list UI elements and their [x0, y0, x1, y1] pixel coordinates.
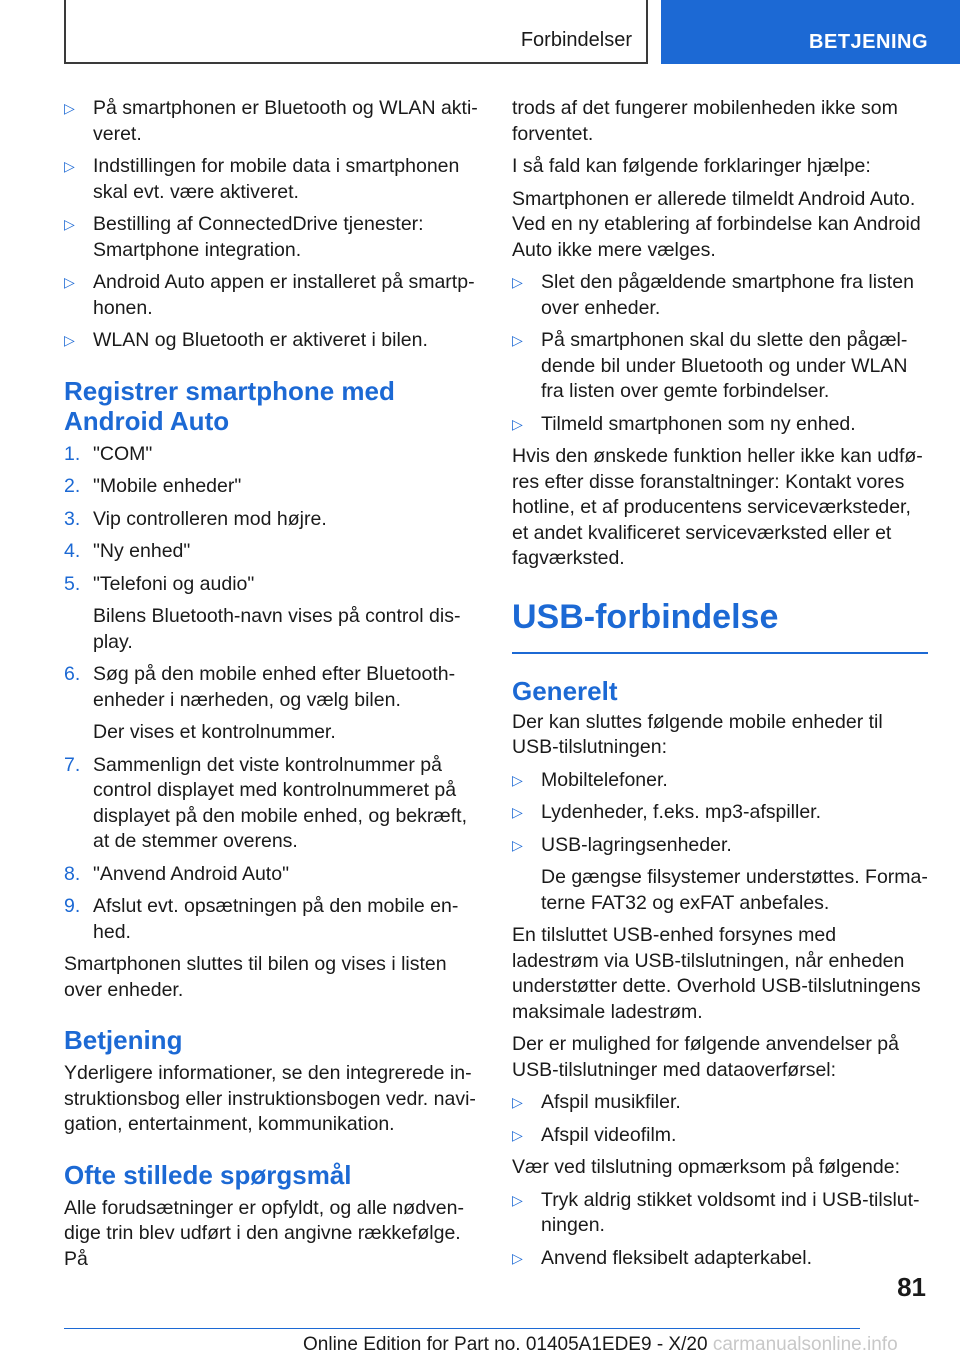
list-item: ▷ WLAN og Bluetooth er aktiveret i bilen.	[64, 328, 482, 354]
left-column	[64, 96, 482, 1279]
register-heading: Registrer smartphone med Android Auto	[64, 375, 395, 436]
step-item: 7. Sammenlign det viste kontrolnummer på control displayet med kontrolnummeret på displayet på den mobile enhed, og bekræft, at de stemmer overens.	[64, 753, 467, 852]
faq-continued-text: trods af det fungerer mobilenheden ikke som forventet.	[512, 97, 898, 145]
operation-text: Yderligere informationer, se den integrerede instruktionsbog eller instruktionsbogen vedr. navigation, entertainment, kommunikation.	[64, 1062, 476, 1135]
header-section-title: Forbindelser	[520, 29, 632, 51]
registered-text: Smartphonen er allerede tilmeldt Android Auto. Ved en ny etablering af forbindelse kan Android Auto ikke mere vælges.	[512, 187, 921, 261]
bullet-triangle-icon: ▷	[512, 1249, 523, 1266]
step-item: 5. "Telefoni og audio"	[64, 572, 255, 595]
bullet-triangle-icon: ▷	[512, 415, 523, 432]
bullet-triangle-icon: ▷	[512, 274, 523, 290]
step-item: 6. Søg på den mobile enhed efter Bluetooth-enheder i nærheden, og vælg bilen.	[64, 663, 456, 711]
bullet-triangle-icon: ▷	[64, 158, 75, 174]
help-text: I så fald kan følgende forklaringer hjælpe:	[512, 155, 871, 177]
bullet-triangle-icon: ▷	[512, 1094, 523, 1110]
header-chapter-title: BETJENING	[809, 31, 928, 53]
contact-text: Hvis den ønskede funktion heller ikke kan udføres efter disse foranstaltninger: Kontakt vores hotline, et af producentens serviceværksteder, et andet kvalificeret serviceværksted eller et fagværksted.	[512, 445, 923, 569]
list-item: ▷ Tryk aldrig stikket voldsomt ind i USB-tilslutningen.	[512, 1188, 920, 1236]
bullet-triangle-icon: ▷	[512, 804, 523, 820]
step-item: 2. "Mobile enheder"	[64, 475, 242, 497]
step-item: 1. "COM"	[64, 442, 153, 465]
list-item: ▷ Bestilling af ConnectedDrive tjenester: Smartphone integration.	[64, 213, 424, 261]
attention-text: Vær ved tilslutning opmærksom på følgende:	[512, 1156, 901, 1178]
list-item: ▷ Mobiltelefoner.	[512, 768, 928, 794]
general-heading: Generelt	[512, 675, 618, 706]
page-number: 81	[897, 1272, 926, 1302]
list-item: ▷ Afspil videofilm.	[512, 1123, 928, 1149]
bullet-triangle-icon: ▷	[512, 1191, 523, 1208]
faq-text: Alle forudsætninger er opfyldt, og alle nødvendige trin blev udført i den angivne rækkefølge. På	[64, 1196, 464, 1270]
list-item: ▷ På smartphonen skal du slette den pågældende bil under Bluetooth og under WLAN fra listen over gemte forbindelser.	[512, 329, 908, 402]
bullet-triangle-icon: ▷	[64, 274, 75, 290]
list-item: ▷ Indstillingen for mobile data i smartphonen skal evt. være aktiveret.	[64, 155, 460, 203]
footer-text	[303, 1334, 898, 1356]
power-text: En tilsluttet USB-enhed forsynes med ladestrøm via USB-tilslutningen, når enheden understøtter dette. Overhold USB-tilslutningens maksimale ladestrøm.	[512, 924, 921, 1023]
footer-divider	[64, 1328, 860, 1329]
bullet-triangle-icon: ▷	[64, 216, 75, 232]
list-item: ▷ Lydenheder, f.eks. mp3-afspiller.	[512, 800, 928, 826]
bullet-triangle-icon: ▷	[512, 1126, 523, 1143]
footer-watermark: carmanualsonline.info	[712, 1334, 898, 1355]
bullet-triangle-icon: ▷	[512, 332, 523, 348]
list-item: ▷ Slet den pågældende smartphone fra listen over enheder.	[512, 271, 914, 319]
list-item: ▷ På smartphonen er Bluetooth og WLAN aktiveret.	[64, 97, 478, 145]
list-item: ▷ Anvend fleksibelt adapterkabel.	[512, 1246, 928, 1272]
connected-text: Smartphonen sluttes til bilen og vises i listen over enheder.	[64, 953, 447, 1001]
footer-edition: Online Edition for Part no. 01405A1EDE9 - X/20	[303, 1334, 708, 1355]
usb-heading: USB-forbindelse	[512, 596, 928, 654]
step-item: 3. Vip controlleren mod højre.	[64, 507, 327, 530]
usage-text: Der er mulighed for følgende anvendelser på USB-tilslutninger med dataoverførsel:	[512, 1033, 899, 1081]
header-section-box	[64, 0, 648, 64]
step-item: 8. "Anvend Android Auto"	[64, 862, 289, 885]
bullet-triangle-icon: ▷	[512, 771, 523, 788]
bullet-triangle-icon: ▷	[64, 332, 75, 348]
operation-heading: Betjening	[64, 1025, 183, 1055]
step-note: Bilens Bluetooth-navn vises på control display.	[93, 605, 461, 653]
filesystem-note: De gængse filsystemer understøttes. Formaterne FAT32 og exFAT anbefales.	[541, 866, 928, 914]
list-item: ▷ USB-lagringsenheder.	[512, 833, 928, 859]
list-item: ▷ Android Auto appen er installeret på smartphonen.	[64, 271, 475, 319]
right-column	[512, 96, 928, 1278]
step-item: 9. Afslut evt. opsætningen på den mobile enhed.	[64, 895, 459, 943]
general-text: Der kan sluttes følgende mobile enheder til USB-tilslutningen:	[512, 710, 883, 758]
list-item: ▷ Afspil musikfiler.	[512, 1090, 928, 1116]
faq-heading: Ofte stillede spørgsmål	[64, 1159, 352, 1190]
list-item: ▷ Tilmeld smartphonen som ny enhed.	[512, 412, 928, 438]
bullet-triangle-icon: ▷	[512, 836, 523, 853]
step-note: Der vises et kontrolnummer.	[93, 721, 336, 743]
header-chapter-tab	[661, 0, 960, 64]
bullet-triangle-icon: ▷	[64, 100, 75, 116]
step-item: 4. "Ny enhed"	[64, 540, 191, 562]
